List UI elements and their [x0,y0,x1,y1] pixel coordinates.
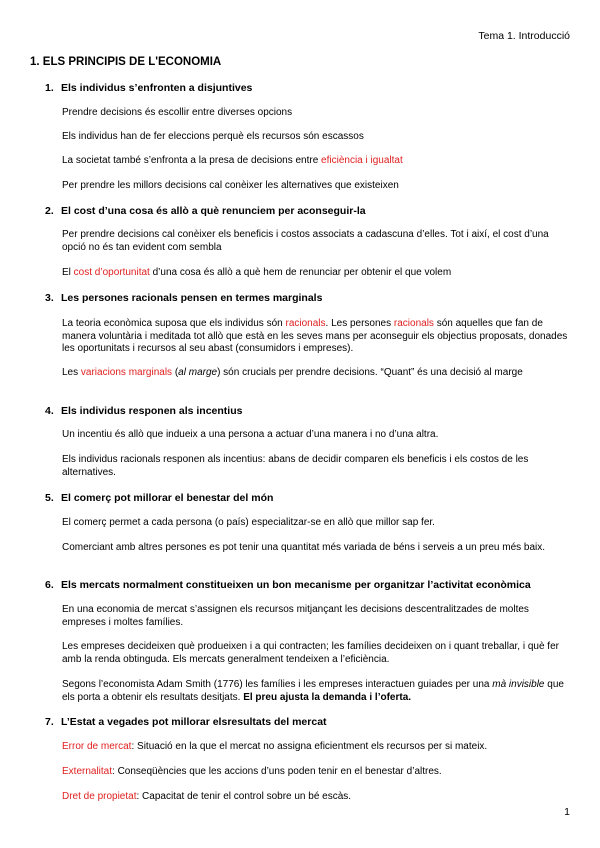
text-segment: Per prendre les millors decisions cal conèixer les alternatives que existeixen [62,180,399,191]
page-header: Tema 1. Introducció [478,30,570,42]
text-segment: Les [62,367,81,378]
section-heading-text: Els individus responen als incentius [61,405,243,417]
paragraph [62,542,568,555]
section-heading-text: L’Estat a vegades pot millorar elsresultats del mercat [61,716,327,728]
text-segment: Comerciant amb altres persones es pot tenir una quantitat més variada de béns i serveis a un preu més baix. [62,542,546,553]
highlighted-term: variacions marginals [80,367,173,378]
text-segment: Els individus han de fer eleccions perquè els recursos són escassos [62,131,364,142]
highlighted-term: Error de mercat [62,741,132,752]
section-number: 4. [45,405,54,417]
paragraph [62,679,568,704]
paragraph [62,741,568,754]
section-heading-6 [45,579,531,591]
text-segment: Els individus racionals responen als incentius: abans de decidir comparen els beneficis i els costos de les alternatives. [62,454,529,478]
paragraph [62,367,568,380]
highlighted-term: Externalitat [62,766,113,777]
text-segment: Les empreses decideixen què produeixen i a qui contracten; les famílies decideixen on i quant treballar, i què fer amb la renda obtinguda. Els mercats generalment tendeixen a l’eficiència. [62,641,559,665]
text-segment: Un incentiu és allò que indueix a una persona a actuar d’una manera i no d’una altra. [62,429,439,440]
paragraph [62,791,568,804]
text-segment: Per prendre decisions cal conèixer els beneficis i costos associats a cadascuna d’elles. Tot i així, el cost d’una opció no és tan evident com sembla [62,229,549,253]
paragraph [62,766,568,779]
section-heading-5 [45,492,273,504]
section-number: 5. [45,492,54,504]
text-segment: ) són crucials per prendre decisions. “Quant” és una decisió al marge [217,367,523,378]
section-heading-4 [45,405,242,417]
highlighted-term: racionals [393,318,434,329]
paragraph [62,318,568,356]
section-number: 6. [45,579,54,591]
text-segment: ( [172,367,179,378]
text-segment: . Les persones [325,318,394,329]
section-heading-text: El comerç pot millorar el benestar del món [61,492,274,504]
paragraph [62,429,568,442]
highlighted-term: cost d’oportunitat [73,267,150,278]
section-heading-1 [45,82,252,94]
text-segment: d’una cosa és allò a què hem de renunciar per obtenir el que volem [149,267,452,278]
section-heading-3 [45,292,322,304]
paragraph [62,267,568,280]
text-segment: són aquelles que fan de manera voluntària i meditada tot allò que està en les seves mans per aconseguir els objectius proposats, donades les oportunitats i recursos al seu abast (consumidors i empreses). [62,318,568,354]
section-heading-7 [45,716,327,728]
section-heading-text: El cost d’una cosa és allò a què renunciem per aconseguir-la [61,205,366,217]
page-number: 1 [564,806,570,818]
paragraph [62,229,568,254]
paragraph [62,131,568,144]
section-number: 7. [45,716,54,728]
text-segment: El comerç permet a cada persona (o país) especialitzar-se en allò que millor sap fer. [62,517,435,528]
text-segment: En una economia de mercat s’assignen els recursos mitjançant les decisions descentralitzades de moltes empreses i moltes famílies. [62,604,529,628]
text-segment: La teoria econòmica suposa que els individus són [62,318,286,329]
paragraph [62,155,568,168]
text-segment: al marge [178,367,218,378]
text-segment: El [62,267,74,278]
section-heading-text: Les persones racionals pensen en termes marginals [61,292,323,304]
section-heading-text: Els individus s’enfronten a disjuntives [61,82,253,94]
section-number: 2. [45,205,54,217]
text-segment: : Conseqüències que les accions d’uns poden tenir en el benestar d’altres. [112,766,442,777]
paragraph [62,517,568,530]
section-heading-2 [45,205,366,217]
text-segment: que els porta a obtenir els resultats desitjats. [62,679,564,703]
highlighted-term: Dret de propietat [62,791,137,802]
section-number: 3. [45,292,54,304]
section-number: 1. [45,82,54,94]
page-title: 1. ELS PRINCIPIS DE L'ECONOMIA [30,56,222,68]
paragraph [62,454,568,479]
text-segment: : Capacitat de tenir el control sobre un bé escàs. [136,791,352,802]
highlighted-term: eficiència i igualtat [321,155,403,166]
paragraph [62,107,568,120]
text-segment: Segons l’economista Adam Smith (1776) les famílies i les empreses interactuen guiades per una [62,679,493,690]
paragraph [62,180,568,193]
text-segment: Prendre decisions és escollir entre diverses opcions [62,107,293,118]
text-segment: El preu ajusta la demanda i l’oferta. [243,691,412,703]
highlighted-term: racionals [285,318,326,329]
paragraph [62,604,568,629]
text-segment: mà invisible [492,679,545,690]
text-segment: La societat també s’enfronta a la presa de decisions entre [62,155,322,166]
text-segment: : Situació en la que el mercat no assigna eficientment els recursos per si mateix. [131,741,488,752]
paragraph [62,641,568,666]
section-heading-text: Els mercats normalment constitueixen un bon mecanisme per organitzar l’activitat econòmica [61,579,531,591]
